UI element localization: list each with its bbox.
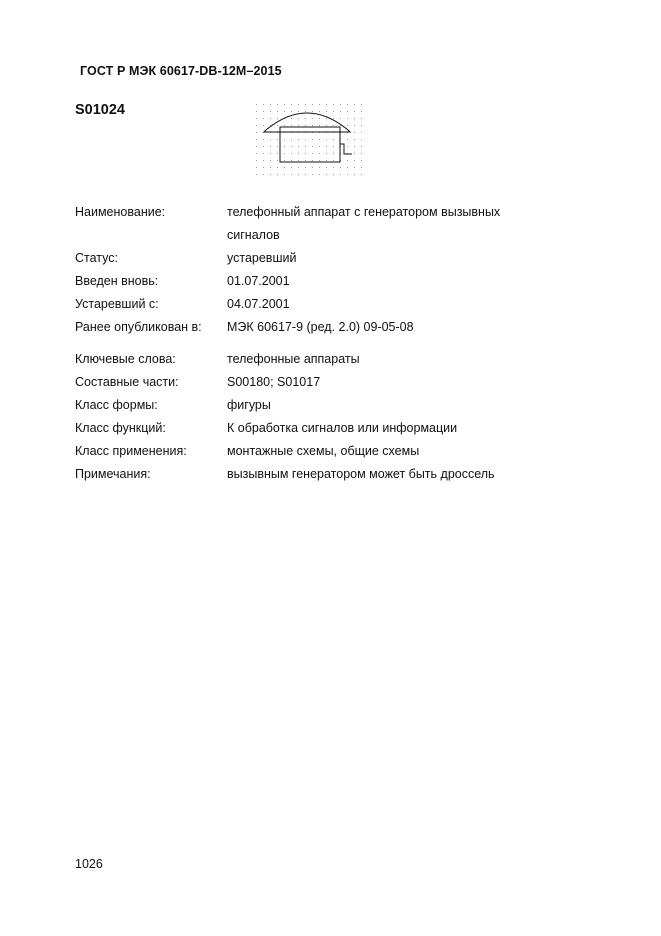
property-label: Ключевые слова: [75,352,176,366]
page-number: 1026 [75,857,103,871]
property-row-components [75,371,615,394]
property-label: Примечания: [75,467,151,481]
property-value: устаревший [227,251,297,265]
property-row-application-class [75,440,615,463]
property-label: Класс формы: [75,398,158,412]
property-value: МЭК 60617-9 (ред. 2.0) 09-05-08 [227,320,414,334]
property-row-function-class [75,417,615,440]
property-label: Составные части: [75,375,179,389]
properties-table [75,201,615,486]
property-row-keywords [75,348,615,371]
property-value: телефонный аппарат с генератором вызывных сигналов [227,205,501,242]
telephone-symbol-icon [252,100,368,178]
property-row-status [75,247,615,270]
property-label: Наименование: [75,205,166,219]
property-value: 04.07.2001 [227,297,290,311]
property-value: вызывным генератором может быть дроссель [227,467,495,481]
property-row-obsolete [75,293,615,316]
section-gap [75,339,615,348]
property-row-name [75,201,615,247]
property-label: Класс функций: [75,421,166,435]
document-header: ГОСТ Р МЭК 60617-DB-12M–2015 [80,64,282,78]
property-row-form-class [75,394,615,417]
property-value: фигуры [227,398,271,412]
property-label: Статус: [75,251,118,265]
property-value: телефонные аппараты [227,352,360,366]
property-value: К обработка сигналов или информации [227,421,458,435]
property-label: Ранее опубликован в: [75,320,202,334]
property-value: 01.07.2001 [227,274,290,288]
property-row-introduced [75,270,615,293]
property-label: Класс применения: [75,444,187,458]
property-label: Устаревший с: [75,297,159,311]
property-row-notes [75,463,615,486]
property-value: S00180; S01017 [227,375,321,389]
symbol-code: S01024 [75,102,125,118]
property-row-previously-published [75,316,615,339]
property-label: Введен вновь: [75,274,159,288]
property-value: монтажные схемы, общие схемы [227,444,420,458]
